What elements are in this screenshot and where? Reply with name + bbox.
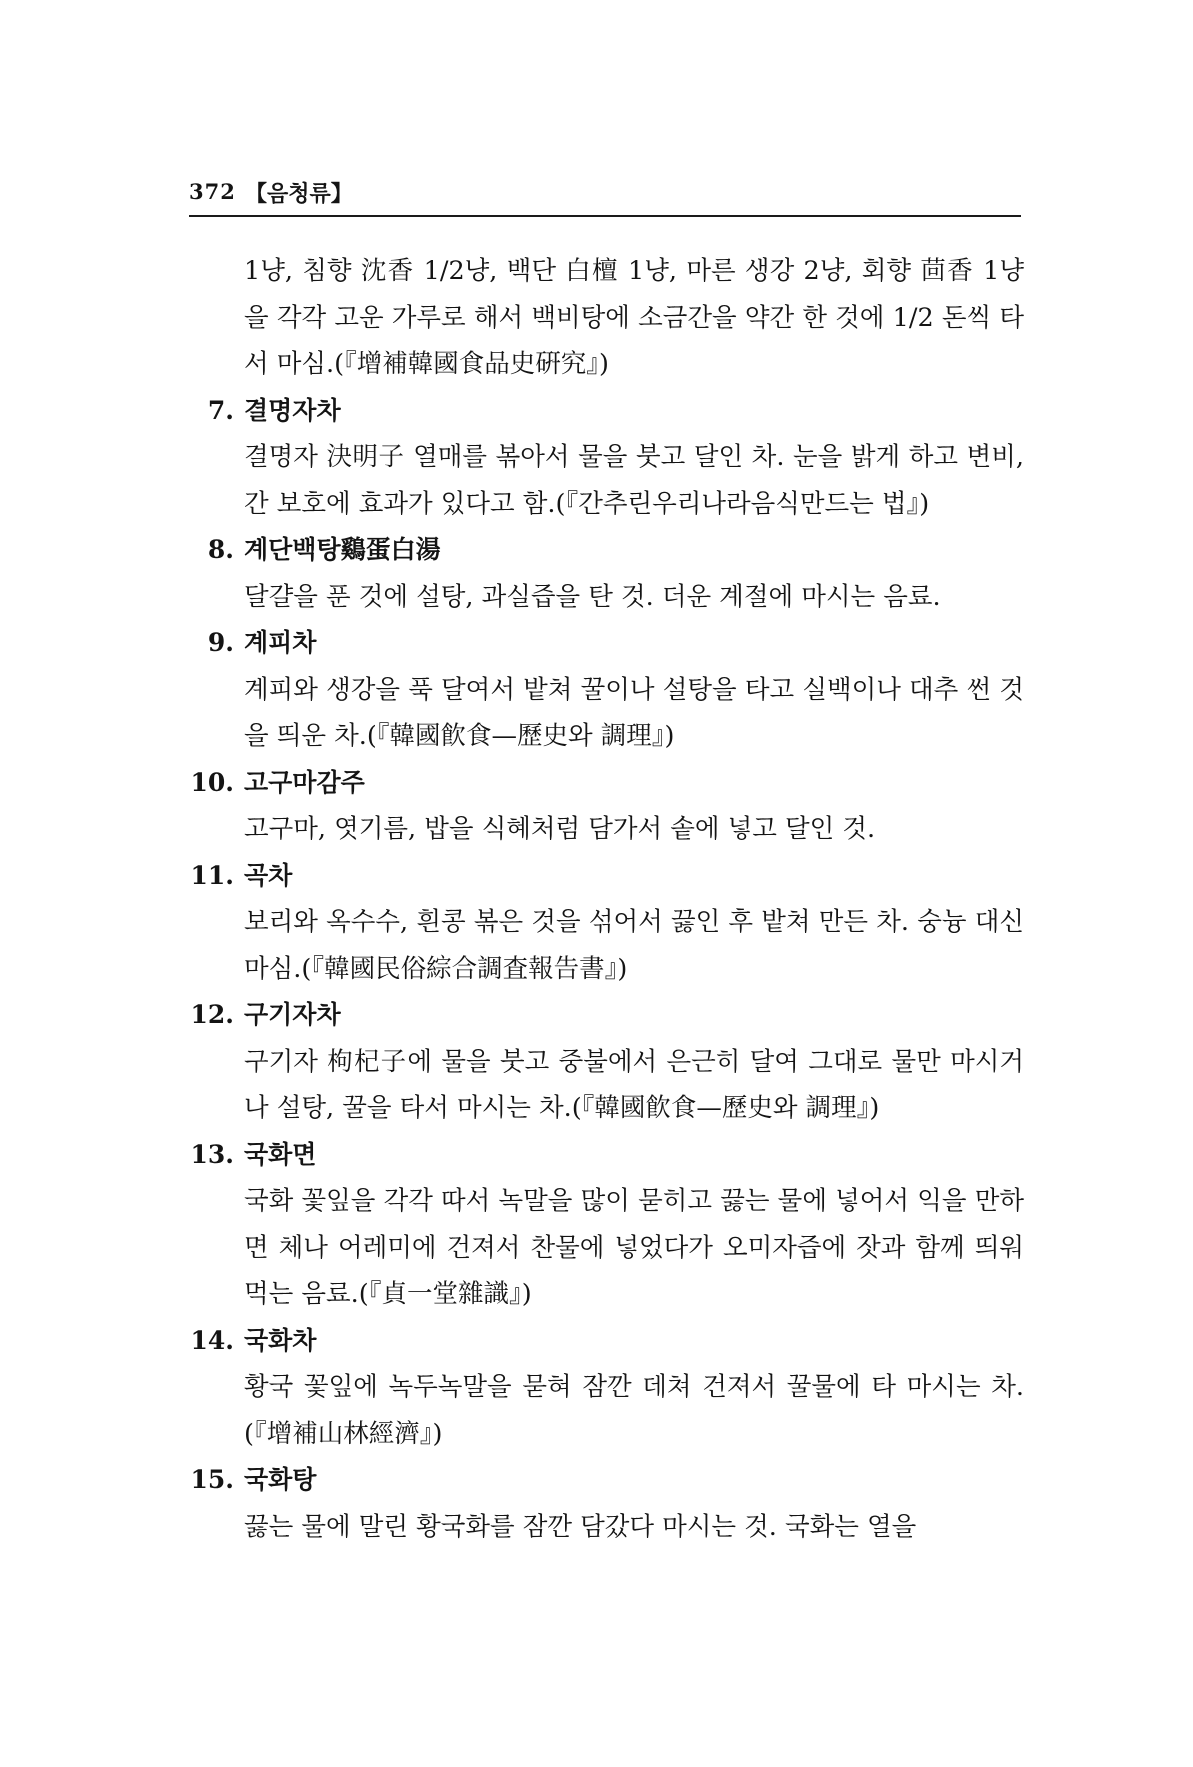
entry-name: 국화차: [244, 1325, 317, 1355]
entry-text: 황국 꽃잎에 녹두녹말을 묻혀 잠깐 데쳐 건져서 꿀물에 타 마시는 차.(『增補山林經濟』): [244, 1372, 1024, 1449]
entry-name: 결명자차: [244, 395, 341, 425]
entry-text: 결명자 決明子 열매를 볶아서 물을 붓고 달인 차. 눈을 밝게 하고 변비, 간 보호에 효과가 있다고 함.(『간추린우리나라음식만드는 법』): [244, 442, 1024, 519]
entry-7: [188, 388, 1024, 528]
running-head: 【음청류】: [245, 181, 353, 207]
entry-title: [188, 388, 1024, 435]
entry-title: [188, 760, 1024, 807]
entry-title: [188, 992, 1024, 1039]
entry-text: 국화 꽃잎을 각각 따서 녹말을 많이 묻히고 끓는 물에 넣어서 익을 만하면 체나 어레미에 건져서 찬물에 넣었다가 오미자즙에 잣과 함께 띄워 먹는 음료.(『貞一堂雜識』): [244, 1186, 1024, 1309]
entry-15: [188, 1457, 1024, 1550]
entry-title: [188, 1132, 1024, 1179]
entry-text: 보리와 옥수수, 흰콩 볶은 것을 섞어서 끓인 후 밭쳐 만든 차. 숭늉 대신 마심.(『韓國民俗綜合調査報告書』): [244, 907, 1024, 984]
page-header: [189, 175, 1021, 217]
continuation-paragraph: 1냥, 침향 沈香 1/2냥, 백단 白檀 1냥, 마른 생강 2냥, 회향 茴香 1냥을 각각 고운 가루로 해서 백비탕에 소금간을 약간 한 것에 1/2 돈씩 타서 마심.(『增補韓國食品史硏究』): [244, 256, 1024, 379]
entry-text: 구기자 枸杞子에 물을 붓고 중불에서 은근히 달여 그대로 물만 마시거나 설탕, 꿀을 타서 마시는 차.(『韓國飮食—歷史와 調理』): [244, 1046, 1024, 1123]
entry-number: 8.: [207, 535, 234, 564]
entry-9: [188, 620, 1024, 760]
page-number: 372: [189, 179, 236, 204]
entry-number: 13.: [190, 1139, 234, 1169]
entry-12: [188, 992, 1024, 1132]
entry-title: [188, 527, 1024, 574]
entry-name: 국화면: [244, 1139, 317, 1169]
entry-text: 끓는 물에 말린 황국화를 잠깐 담갔다 마시는 것. 국화는 열을: [244, 1511, 917, 1542]
entry-text: 계피와 생강을 푹 달여서 밭쳐 꿀이나 설탕을 타고 실백이나 대추 썬 것을 띄운 차.(『韓國飮食—歷史와 調理』): [244, 674, 1024, 751]
entry-name: 구기자차: [244, 1000, 341, 1029]
entry-text: 달걀을 푼 것에 설탕, 과실즙을 탄 것. 더운 계절에 마시는 음료.: [244, 581, 941, 612]
entry-name: 계피차: [244, 628, 317, 657]
entry-8: [188, 527, 1024, 620]
entry-10: [188, 760, 1024, 853]
entry-13: [188, 1132, 1024, 1318]
entry-14: [188, 1318, 1024, 1458]
entry-name: 고구마감주: [244, 767, 365, 797]
entry-number: 11.: [190, 860, 234, 890]
entry-number: 7.: [207, 395, 234, 425]
entry-11: [188, 853, 1024, 993]
entry-text: 고구마, 엿기름, 밥을 식혜처럼 담가서 솥에 넣고 달인 것.: [244, 814, 876, 844]
entry-name: 국화탕: [244, 1465, 317, 1494]
entry-name: 곡차: [244, 860, 293, 890]
entry-number: 9.: [207, 628, 234, 657]
entry-title: [188, 1318, 1024, 1365]
entry-number: 12.: [190, 1000, 234, 1029]
entry-number: 10.: [190, 767, 234, 797]
entry-name: 계단백탕鷄蛋白湯: [244, 535, 441, 564]
entry-title: [188, 620, 1024, 667]
entry-number: 14.: [190, 1325, 234, 1355]
entry-title: [188, 1457, 1024, 1504]
entry-number: 15.: [190, 1465, 234, 1494]
body-text: [188, 248, 1024, 1550]
entry-title: [188, 853, 1024, 900]
